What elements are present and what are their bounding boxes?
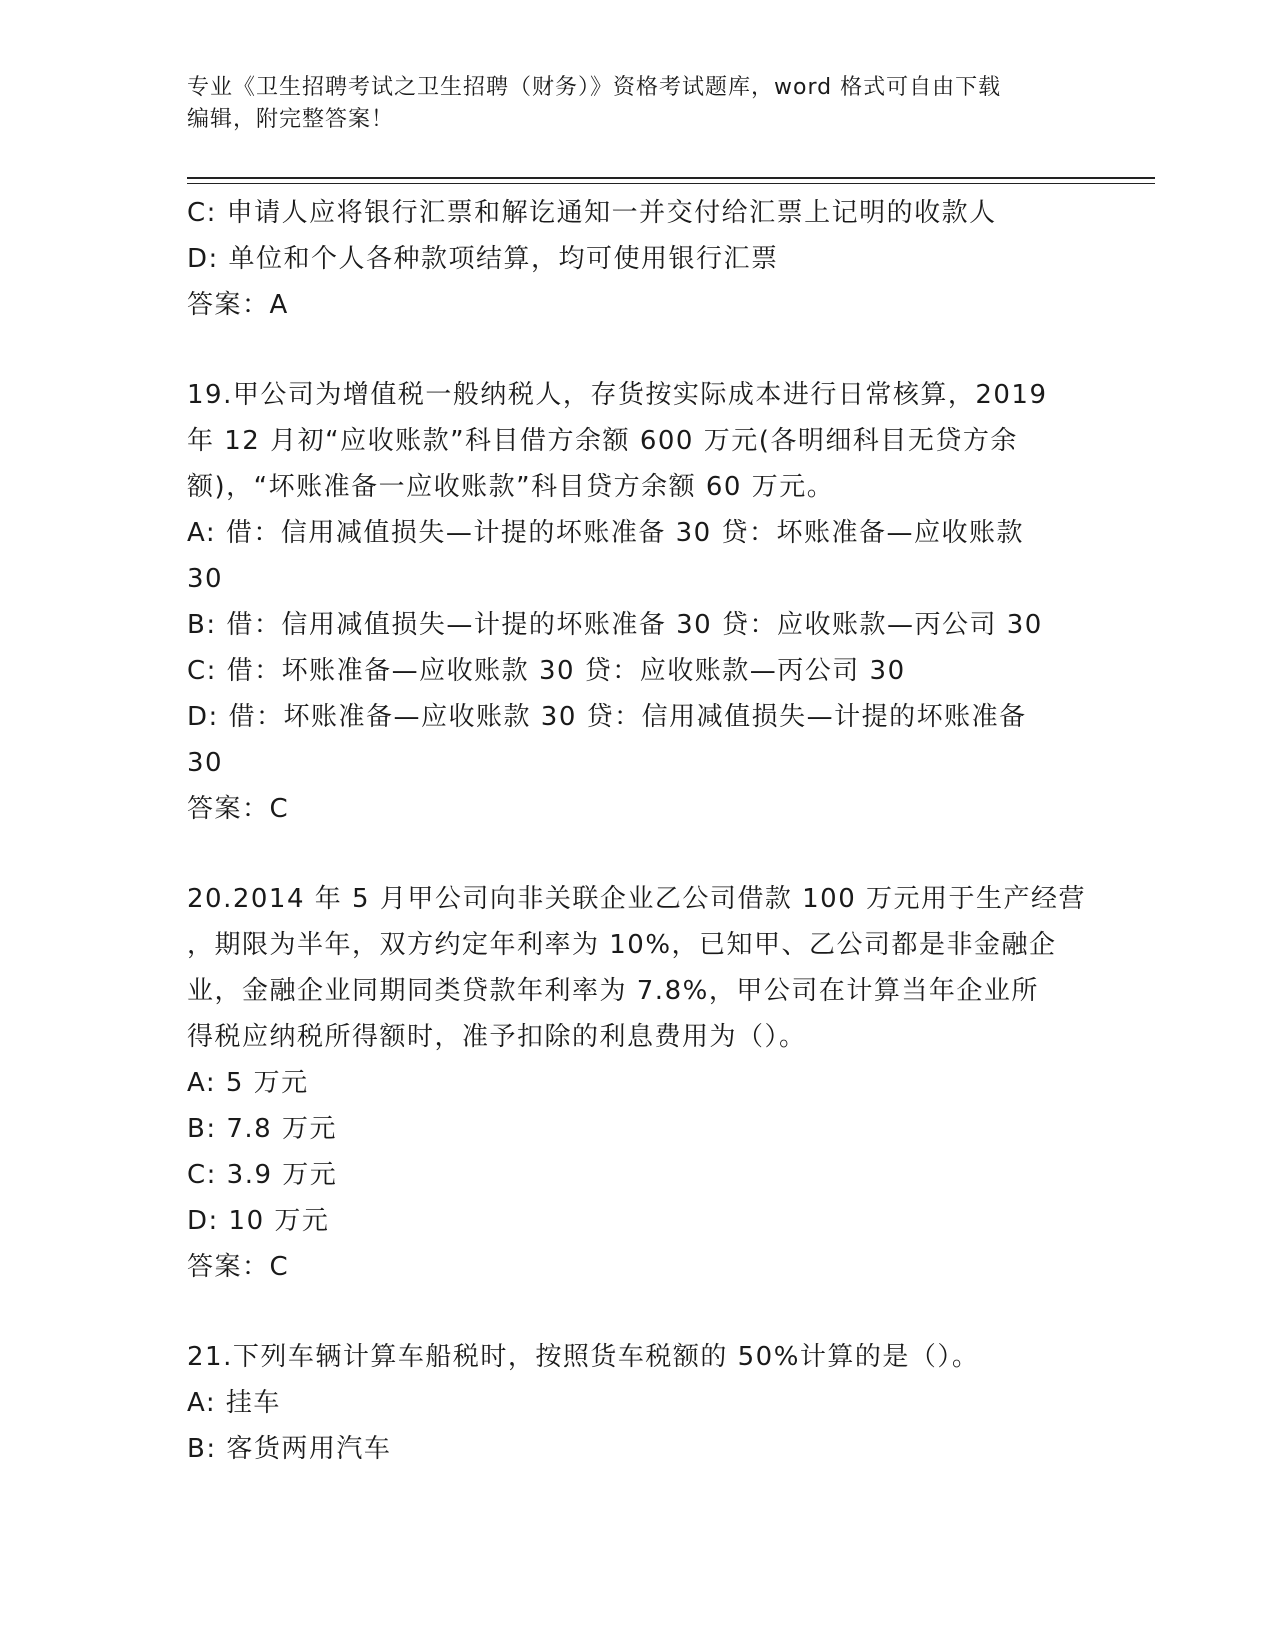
document-header (187, 72, 1087, 136)
answer-line: 答案：A (187, 290, 289, 320)
question-stem: 19.甲公司为增值税一般纳税人，存货按实际成本进行日常核算，2019 (187, 380, 1048, 410)
option-c: C: 3.9 万元 (187, 1160, 338, 1190)
answer-line: 答案：C (187, 794, 290, 824)
header-line-2: 编辑，附完整答案！ (187, 107, 395, 132)
option-d: D: 单位和个人各种款项结算，均可使用银行汇票 (187, 244, 779, 274)
spacer (187, 832, 1087, 876)
option-c: C: 借：坏账准备—应收账款 30 贷：应收账款—丙公司 30 (187, 656, 906, 686)
option-d-continued: 30 (187, 748, 224, 778)
spacer (187, 328, 1087, 372)
question-21 (187, 1334, 1087, 1472)
option-a: A: 5 万元 (187, 1068, 309, 1098)
question-stem: 业，金融企业同期同类贷款年利率为 7.8%，甲公司在计算当年企业所 (187, 976, 1039, 1006)
question-stem: ，期限为半年，双方约定年利率为 10%，已知甲、乙公司都是非金融企 (187, 930, 1057, 960)
header-divider-thick (187, 177, 1155, 179)
option-a: A: 借：信用减值损失—计提的坏账准备 30 贷：坏账准备—应收账款 (187, 518, 1024, 548)
spacer (187, 1290, 1087, 1334)
option-b: B: 借：信用减值损失—计提的坏账准备 30 贷：应收账款—丙公司 30 (187, 610, 1043, 640)
question-stem: 21.下列车辆计算车船税时，按照货车税额的 50%计算的是（）。 (187, 1342, 980, 1372)
question-18-tail (187, 190, 1087, 328)
question-stem: 得税应纳税所得额时，准予扣除的利息费用为（）。 (187, 1022, 807, 1052)
option-d: D: 借：坏账准备—应收账款 30 贷：信用减值损失—计提的坏账准备 (187, 702, 1027, 732)
question-stem: 20.2014 年 5 月甲公司向非关联企业乙公司借款 100 万元用于生产经营 (187, 884, 1087, 914)
option-c: C: 申请人应将银行汇票和解讫通知一并交付给汇票上记明的收款人 (187, 198, 997, 228)
option-a-continued: 30 (187, 564, 224, 594)
question-20 (187, 876, 1087, 1290)
option-b: B: 客货两用汽车 (187, 1434, 392, 1464)
answer-line: 答案：C (187, 1252, 290, 1282)
question-stem: 额)，“坏账准备一应收账款”科目贷方余额 60 万元。 (187, 472, 835, 502)
question-19 (187, 372, 1087, 832)
question-content (187, 190, 1087, 1472)
header-divider-thin (187, 183, 1155, 184)
question-stem: 年 12 月初“应收账款”科目借方余额 600 万元(各明细科目无贷方余 (187, 426, 1018, 456)
option-b: B: 7.8 万元 (187, 1114, 337, 1144)
header-line-1: 专业《卫生招聘考试之卫生招聘（财务）》资格考试题库，word 格式可自由下载 (187, 75, 1002, 100)
option-d: D: 10 万元 (187, 1206, 330, 1236)
option-a: A: 挂车 (187, 1388, 281, 1418)
